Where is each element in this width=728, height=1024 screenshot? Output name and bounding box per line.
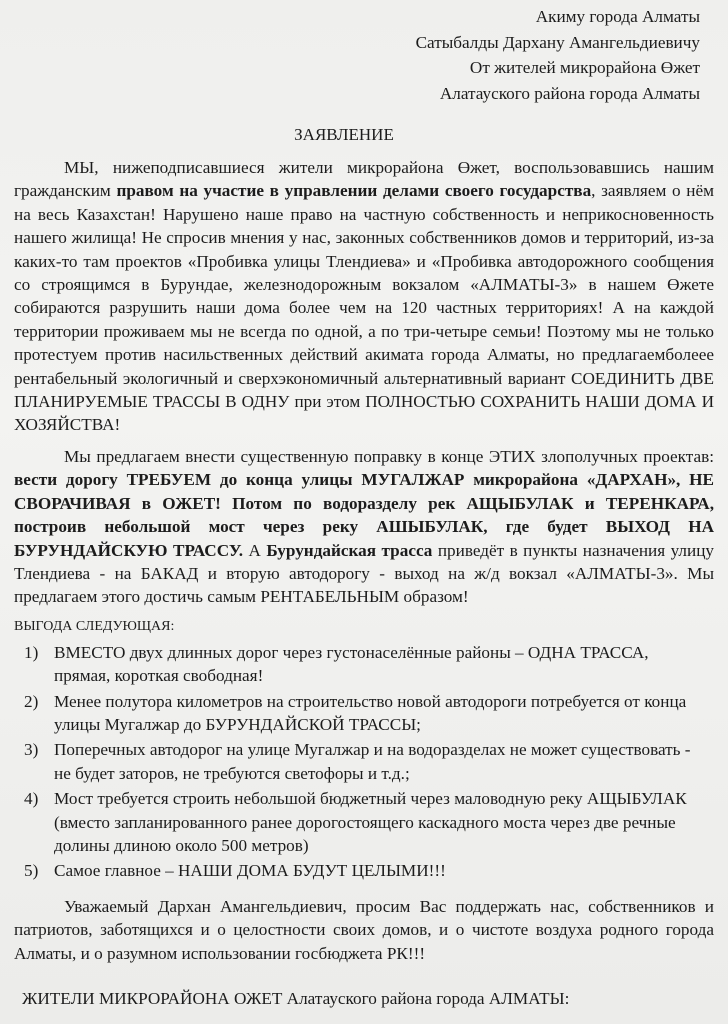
sender-line: Алатауского района города Алматы [439, 83, 700, 103]
paragraph-intro [14, 156, 714, 437]
benefit-item [24, 787, 704, 857]
text-segment: Мы предлагаем внести существенную поправку в конце ЭТИХ злополучных проектав: [64, 446, 714, 466]
benefits-heading: ВЫГОДА СЛЕДУЮЩАЯ: [14, 618, 175, 634]
sender-line: От жителей микрорайона Өжет [469, 58, 700, 77]
paragraph-appeal [14, 895, 714, 965]
text-segment: , заявляем о нём на весь Казахстан! Нарушено наше право на частную собственность и неприкосновенность нашего жилища! Не спросив мнения у нас, законных собственников домов и территорий, из-за каких-то там проектов «Пробивка улицы Тлендиева» и «Пробивка автодорожного сообщения со строящимся в Бурундае, железнодорожным вокзалом «АЛМАТЫ-3» в нашем Өжете собираются разрушить наши дома более чем на 120 частных территориях! А на каждой территории проживаем мы не всегда по одной, а по три-четыре семьи! Поэтому мы не только протестуем против насильственных действий акимата города Алматы, но предлагаемболеее рентабельный экологичный и сверхэкономичный альтернативный вариант СОЕДИНИТЬ ДВЕ ПЛАНИРУЕМЫЕ ТРАССЫ В ОДНУ при этом ПОЛНОСТЬЮ СОХРАНИТЬ НАШИ ДОМА И ХОЗЯЙСТВА! [14, 181, 714, 435]
bold-text-segment: правом на участие в управлении делами своего государства [116, 181, 592, 201]
document-title: ЗАЯВЛЕНИЕ [294, 125, 394, 144]
benefit-text: Поперечных автодорог на улице Мугалжар и на водоразделах не может существовать - не будет заторов, не требуются светофоры и т.д.; [54, 740, 691, 783]
benefit-text: Самое главное – НАШИ ДОМА БУДУТ ЦЕЛЫМИ!!! [54, 861, 446, 881]
signature-line: ЖИТЕЛИ МИКРОРАЙОНА ОЖЕТ Алатауского района города АЛМАТЫ: [22, 989, 570, 1008]
text-segment: приведёт в пункты назначения улицу Тлендиева - на БАКАД и вторую автодорогу - выход на ж/д вокзал «АЛМАТЫ-3». Мы предлагаем этого достичь самым РЕНТАБЕЛЬНЫМ образом! [14, 540, 714, 607]
text-segment: МЫ, нижеподписавшиеся жители микрорайона Өжет, воспользовавшись нашим гражданским [14, 158, 714, 201]
bold-text-segment: Бурундайская трасса [266, 540, 433, 560]
text-segment: Уважаемый Дархан Амангельдиевич, просим Вас поддержать нас, собственников и патриотов, заботящихся и о целостности своих домов, и о чистоте воздуха родного города Алматы, и о разумном использовании госбюджета РК!!! [14, 896, 714, 963]
benefit-item [24, 738, 704, 785]
benefit-item [24, 690, 704, 737]
benefit-number: 4) [24, 789, 39, 809]
benefit-number: 1) [24, 642, 39, 662]
addressee-block [14, 4, 714, 106]
benefit-text: Мост требуется строить небольшой бюджетный через маловодную реку АЩЫБУЛАК (вместо запланированного ранее дорогостоящего каскадного моста через две речные долины длиною около 500 метров) [54, 789, 687, 855]
bold-text-segment: вести дорогу ТРЕБУЕМ до конца улицы МУГАЛЖАР микрорайона «ДАРХАН», НЕ СВОРАЧИВАЯ в ОЖЕТ! Потом по водоразделу рек АЩЫБУЛАК и ТЕРЕНКАРА, построив небольшой мост через реку АШЫБУЛАК, где будет ВЫХОД НА БУРУНДАЙСКУЮ ТРАССУ. [14, 470, 714, 560]
benefit-number: 3) [24, 740, 39, 760]
benefit-item [24, 641, 704, 688]
benefit-item [24, 859, 704, 882]
benefit-text: ВМЕСТО двух длинных дорог через густонаселённые районы – ОДНА ТРАССА, прямая, короткая свободная! [54, 642, 649, 686]
benefit-number: 2) [24, 691, 39, 711]
benefit-text: Менее полутора километров на строительство новой автодороги потребуется от конца улицы Мугалжар до БУРУНДАЙСКОЙ ТРАССЫ; [54, 691, 687, 734]
paragraph-proposal [14, 445, 714, 609]
addressee-line: Акиму города Алматы [535, 7, 700, 26]
text-segment: А [243, 540, 267, 560]
addressee-line: Сатыбалды Дархану Амангельдиевичу [415, 32, 700, 52]
benefits-list [24, 641, 704, 883]
benefit-number: 5) [24, 861, 39, 881]
